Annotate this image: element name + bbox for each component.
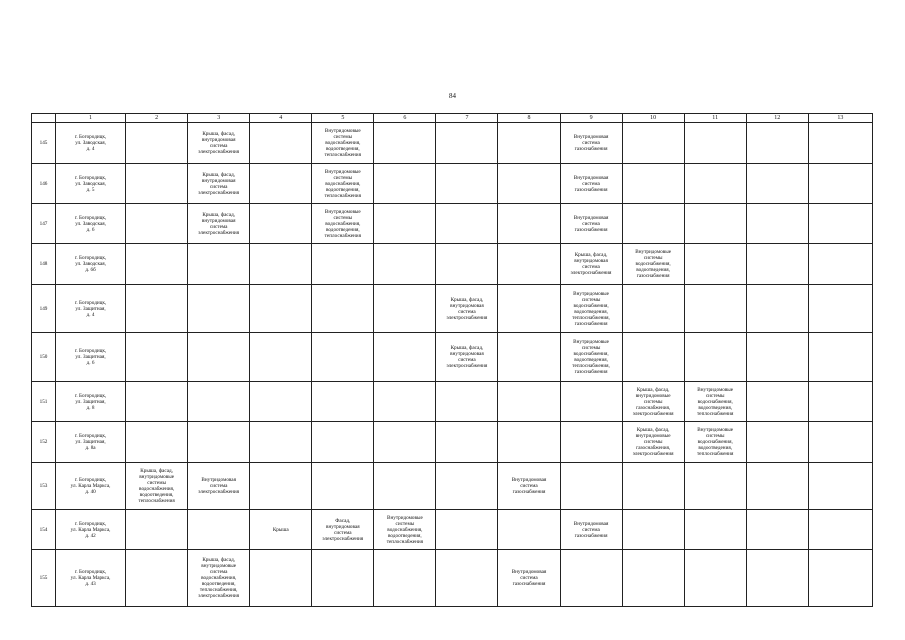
year-cell-col-7 bbox=[436, 204, 498, 244]
row-number: 149 bbox=[32, 285, 56, 333]
year-cell-col-10 bbox=[622, 422, 684, 463]
year-cell-col-8 bbox=[498, 422, 560, 463]
address-text: г. Богородицк, ул. Карла Маркса, д. 42 bbox=[70, 520, 111, 539]
address-cell bbox=[56, 244, 126, 285]
work-description: Внутридомовая система газоснабжения bbox=[573, 214, 609, 233]
work-description: Крыша, фасад, внутридомовая система электроснабжения bbox=[198, 211, 240, 236]
year-cell-col-2 bbox=[126, 285, 188, 333]
year-cell-col-3 bbox=[188, 204, 250, 244]
year-cell-col-10 bbox=[622, 164, 684, 204]
year-cell-col-3 bbox=[188, 333, 250, 382]
table-row bbox=[32, 382, 873, 422]
year-cell-col-3 bbox=[188, 123, 250, 164]
year-cell-col-9 bbox=[560, 285, 622, 333]
year-cell-col-10 bbox=[622, 244, 684, 285]
header-cell: 10 bbox=[622, 114, 684, 123]
work-description: Внутридомовые системы водоснабжения, водоотведения, теплоснабжения bbox=[324, 128, 361, 158]
address-cell bbox=[56, 510, 126, 550]
header-cell-blank bbox=[32, 114, 56, 123]
year-cell-col-5 bbox=[312, 422, 374, 463]
work-description: Внутридомовые системы водоснабжения, водоотведения, теплоснабжения, газоснабжения bbox=[572, 339, 610, 375]
year-cell-col-9 bbox=[560, 382, 622, 422]
year-cell-col-12 bbox=[746, 333, 808, 382]
header-cell: 11 bbox=[684, 114, 746, 123]
row-number: 145 bbox=[32, 123, 56, 164]
year-cell-col-13 bbox=[808, 285, 872, 333]
year-cell-col-4 bbox=[250, 333, 312, 382]
year-cell-col-8 bbox=[498, 510, 560, 550]
work-description: Крыша, фасад, внутридомовые системы водоснабжения, водоотведения, теплоснабжения bbox=[138, 468, 175, 504]
row-number: 153 bbox=[32, 463, 56, 510]
address-cell bbox=[56, 382, 126, 422]
year-cell-col-9 bbox=[560, 123, 622, 164]
header-cell: 9 bbox=[560, 114, 622, 123]
year-cell-col-5 bbox=[312, 382, 374, 422]
year-cell-col-6 bbox=[374, 463, 436, 510]
year-cell-col-2 bbox=[126, 333, 188, 382]
header-cell: 12 bbox=[746, 114, 808, 123]
year-cell-col-12 bbox=[746, 463, 808, 510]
year-cell-col-6 bbox=[374, 550, 436, 607]
year-cell-col-4 bbox=[250, 510, 312, 550]
header-cell: 8 bbox=[498, 114, 560, 123]
year-cell-col-12 bbox=[746, 510, 808, 550]
year-cell-col-4 bbox=[250, 204, 312, 244]
address-text: г. Богородицк, ул. Защитная, д. 6 bbox=[74, 348, 107, 366]
year-cell-col-4 bbox=[250, 422, 312, 463]
address-text: г. Богородицк, ул. Защитная, д. 4 bbox=[74, 299, 107, 318]
address-text: г. Богородицк, ул. Карла Маркса, д. 43 bbox=[70, 569, 111, 587]
year-cell-col-6 bbox=[374, 382, 436, 422]
table-row bbox=[32, 204, 873, 244]
year-cell-col-5 bbox=[312, 285, 374, 333]
year-cell-col-8 bbox=[498, 123, 560, 164]
year-cell-col-3 bbox=[188, 285, 250, 333]
year-cell-col-8 bbox=[498, 382, 560, 422]
table-row bbox=[32, 123, 873, 164]
year-cell-col-6 bbox=[374, 164, 436, 204]
work-description: Внутридомовые системы водоснабжения, водоотведения, теплоснабжения bbox=[386, 514, 424, 545]
year-cell-col-13 bbox=[808, 123, 872, 164]
row-number: 154 bbox=[32, 510, 56, 550]
work-description: Крыша, фасад, внутридомовые системы газоснабжения, электроснабжения bbox=[632, 427, 674, 457]
year-cell-col-13 bbox=[808, 463, 872, 510]
work-description: Внутридомовая система газоснабжения bbox=[511, 477, 547, 495]
work-description: Внутридомовая система газоснабжения bbox=[573, 174, 609, 193]
year-cell-col-3 bbox=[188, 463, 250, 510]
address-cell bbox=[56, 123, 126, 164]
year-cell-col-12 bbox=[746, 550, 808, 607]
year-cell-col-9 bbox=[560, 333, 622, 382]
header-cell: 5 bbox=[312, 114, 374, 123]
year-cell-col-4 bbox=[250, 550, 312, 607]
work-description: Внутридомовая система электроснабжения bbox=[198, 477, 240, 495]
year-cell-col-11 bbox=[684, 422, 746, 463]
work-description: Крыша, фасад, внутридомовые система водоснабжения, водоотведения, теплоснабжения, электроснабжения bbox=[198, 557, 240, 599]
row-number: 151 bbox=[32, 382, 56, 422]
year-cell-col-7 bbox=[436, 285, 498, 333]
year-cell-col-11 bbox=[684, 123, 746, 164]
year-cell-col-4 bbox=[250, 164, 312, 204]
year-cell-col-11 bbox=[684, 333, 746, 382]
address-cell bbox=[56, 164, 126, 204]
header-cell: 7 bbox=[436, 114, 498, 123]
address-text: г. Богородицк, ул. Защитная, д. 8 bbox=[74, 392, 107, 411]
address-cell bbox=[56, 285, 126, 333]
year-cell-col-13 bbox=[808, 510, 872, 550]
year-cell-col-11 bbox=[684, 382, 746, 422]
year-cell-col-9 bbox=[560, 244, 622, 285]
year-cell-col-8 bbox=[498, 204, 560, 244]
header-cell: 1 bbox=[56, 114, 126, 123]
work-description: Внутридомовые системы водоснабжения, водоотведения, теплоснабжения bbox=[324, 168, 361, 199]
row-number: 148 bbox=[32, 244, 56, 285]
year-cell-col-13 bbox=[808, 244, 872, 285]
address-text: г. Богородицк, ул. Карла Маркса, д. 40 bbox=[70, 477, 111, 495]
header-cell: 6 bbox=[374, 114, 436, 123]
year-cell-col-13 bbox=[808, 164, 872, 204]
work-description: Внутридомовая система газоснабжения bbox=[573, 520, 609, 539]
address-text: г. Богородицк, ул. Заводская, д. 6 bbox=[74, 214, 107, 233]
work-description: Внутридомовые системы водоснабжения, водоотведения, теплоснабжения bbox=[324, 208, 361, 239]
year-cell-col-12 bbox=[746, 382, 808, 422]
work-description: Внутридомовые системы водоснабжения, водоотведения, теплоснабжения bbox=[697, 386, 734, 417]
year-cell-col-7 bbox=[436, 333, 498, 382]
address-cell bbox=[56, 204, 126, 244]
year-cell-col-10 bbox=[622, 550, 684, 607]
address-text: г. Богородицк, ул. Заводская, д. 5 bbox=[74, 174, 107, 193]
year-cell-col-3 bbox=[188, 164, 250, 204]
year-cell-col-2 bbox=[126, 244, 188, 285]
work-description: Внутридомовая система газоснабжения bbox=[573, 134, 609, 152]
table-row bbox=[32, 244, 873, 285]
work-description: Крыша bbox=[272, 526, 289, 533]
row-number: 152 bbox=[32, 422, 56, 463]
year-cell-col-3 bbox=[188, 510, 250, 550]
table-row bbox=[32, 164, 873, 204]
table-row bbox=[32, 285, 873, 333]
year-cell-col-10 bbox=[622, 333, 684, 382]
year-cell-col-5 bbox=[312, 164, 374, 204]
year-cell-col-11 bbox=[684, 244, 746, 285]
year-cell-col-6 bbox=[374, 333, 436, 382]
year-cell-col-10 bbox=[622, 204, 684, 244]
year-cell-col-5 bbox=[312, 510, 374, 550]
year-cell-col-2 bbox=[126, 463, 188, 510]
year-cell-col-12 bbox=[746, 285, 808, 333]
year-cell-col-13 bbox=[808, 204, 872, 244]
year-cell-col-11 bbox=[684, 285, 746, 333]
year-cell-col-13 bbox=[808, 333, 872, 382]
year-cell-col-3 bbox=[188, 422, 250, 463]
year-cell-col-12 bbox=[746, 164, 808, 204]
work-description: Фасад, внутридомовая система электроснабжения bbox=[322, 517, 364, 542]
address-cell bbox=[56, 422, 126, 463]
year-cell-col-4 bbox=[250, 244, 312, 285]
row-number: 146 bbox=[32, 164, 56, 204]
year-cell-col-4 bbox=[250, 123, 312, 164]
year-cell-col-7 bbox=[436, 510, 498, 550]
year-cell-col-8 bbox=[498, 285, 560, 333]
year-cell-col-12 bbox=[746, 204, 808, 244]
year-cell-col-8 bbox=[498, 164, 560, 204]
header-cell: 3 bbox=[188, 114, 250, 123]
year-cell-col-6 bbox=[374, 285, 436, 333]
year-cell-col-8 bbox=[498, 333, 560, 382]
year-cell-col-3 bbox=[188, 244, 250, 285]
year-cell-col-12 bbox=[746, 123, 808, 164]
year-cell-col-6 bbox=[374, 204, 436, 244]
year-cell-col-2 bbox=[126, 510, 188, 550]
work-description: Крыша, фасад, внутридомовая система электроснабжения bbox=[198, 171, 240, 196]
work-description: Внутридомовая система газоснабжения bbox=[511, 569, 547, 587]
year-cell-col-2 bbox=[126, 123, 188, 164]
work-description: Крыша, фасад, внутридомовая система электроснабжения bbox=[446, 345, 488, 369]
work-description: Внутридомовые системы водоснабжения, водоотведения, газоснабжения bbox=[635, 249, 672, 279]
year-cell-col-7 bbox=[436, 422, 498, 463]
year-cell-col-13 bbox=[808, 382, 872, 422]
year-cell-col-12 bbox=[746, 422, 808, 463]
year-cell-col-9 bbox=[560, 463, 622, 510]
work-description: Крыша, фасад, внутридомовая система электроснабжения bbox=[198, 131, 240, 155]
work-description: Внутридомовые системы водоснабжения, водоотведения, теплоснабжения bbox=[697, 427, 734, 457]
year-cell-col-7 bbox=[436, 463, 498, 510]
year-cell-col-9 bbox=[560, 164, 622, 204]
year-cell-col-2 bbox=[126, 204, 188, 244]
table-row bbox=[32, 510, 873, 550]
year-cell-col-8 bbox=[498, 244, 560, 285]
year-cell-col-2 bbox=[126, 422, 188, 463]
header-cell: 13 bbox=[808, 114, 872, 123]
year-cell-col-11 bbox=[684, 463, 746, 510]
year-cell-col-5 bbox=[312, 550, 374, 607]
address-cell bbox=[56, 550, 126, 607]
year-cell-col-4 bbox=[250, 382, 312, 422]
row-number: 150 bbox=[32, 333, 56, 382]
row-number: 155 bbox=[32, 550, 56, 607]
year-cell-col-9 bbox=[560, 422, 622, 463]
year-cell-col-6 bbox=[374, 510, 436, 550]
year-cell-col-4 bbox=[250, 463, 312, 510]
year-cell-col-4 bbox=[250, 285, 312, 333]
address-text: г. Богородицк, ул. Заводская, д. 4 bbox=[74, 134, 107, 152]
year-cell-col-3 bbox=[188, 550, 250, 607]
table-row bbox=[32, 463, 873, 510]
header-row bbox=[32, 114, 873, 123]
year-cell-col-10 bbox=[622, 382, 684, 422]
year-cell-col-5 bbox=[312, 204, 374, 244]
year-cell-col-7 bbox=[436, 244, 498, 285]
year-cell-col-10 bbox=[622, 123, 684, 164]
table-row bbox=[32, 333, 873, 382]
year-cell-col-10 bbox=[622, 285, 684, 333]
year-cell-col-11 bbox=[684, 550, 746, 607]
address-text: г. Богородицк, ул. Заводская, д. 6б bbox=[74, 255, 107, 273]
year-cell-col-7 bbox=[436, 550, 498, 607]
table-row bbox=[32, 550, 873, 607]
year-cell-col-11 bbox=[684, 164, 746, 204]
address-cell bbox=[56, 463, 126, 510]
year-cell-col-12 bbox=[746, 244, 808, 285]
year-cell-col-11 bbox=[684, 204, 746, 244]
year-cell-col-2 bbox=[126, 550, 188, 607]
year-cell-col-13 bbox=[808, 422, 872, 463]
work-description: Крыша, фасад, внутридомовые системы газоснабжения, электроснабжения bbox=[632, 386, 674, 417]
address-text: г. Богородицк, ул. Защитная, д. 8а bbox=[74, 433, 107, 451]
address-cell bbox=[56, 333, 126, 382]
year-cell-col-6 bbox=[374, 123, 436, 164]
repair-schedule-table bbox=[31, 113, 873, 607]
year-cell-col-9 bbox=[560, 204, 622, 244]
year-cell-col-5 bbox=[312, 333, 374, 382]
year-cell-col-7 bbox=[436, 382, 498, 422]
year-cell-col-10 bbox=[622, 510, 684, 550]
year-cell-col-5 bbox=[312, 244, 374, 285]
page-number: 84 bbox=[449, 92, 456, 100]
year-cell-col-8 bbox=[498, 463, 560, 510]
table-body bbox=[32, 123, 873, 607]
work-description: Внутридомовые системы водоснабжения, водоотведения, теплоснабжения, газоснабжения bbox=[572, 290, 610, 327]
year-cell-col-10 bbox=[622, 463, 684, 510]
row-number: 147 bbox=[32, 204, 56, 244]
table-row bbox=[32, 422, 873, 463]
year-cell-col-8 bbox=[498, 550, 560, 607]
header-cell: 4 bbox=[250, 114, 312, 123]
year-cell-col-7 bbox=[436, 164, 498, 204]
work-description: Крыша, фасад, внутридомовая система электроснабжения bbox=[570, 252, 612, 276]
year-cell-col-2 bbox=[126, 382, 188, 422]
year-cell-col-3 bbox=[188, 382, 250, 422]
year-cell-col-5 bbox=[312, 463, 374, 510]
year-cell-col-7 bbox=[436, 123, 498, 164]
year-cell-col-2 bbox=[126, 164, 188, 204]
work-description: Крыша, фасад, внутридомовая система электроснабжения bbox=[446, 296, 488, 321]
year-cell-col-13 bbox=[808, 550, 872, 607]
year-cell-col-11 bbox=[684, 510, 746, 550]
year-cell-col-6 bbox=[374, 244, 436, 285]
year-cell-col-6 bbox=[374, 422, 436, 463]
year-cell-col-9 bbox=[560, 550, 622, 607]
header-cell: 2 bbox=[126, 114, 188, 123]
year-cell-col-9 bbox=[560, 510, 622, 550]
year-cell-col-5 bbox=[312, 123, 374, 164]
